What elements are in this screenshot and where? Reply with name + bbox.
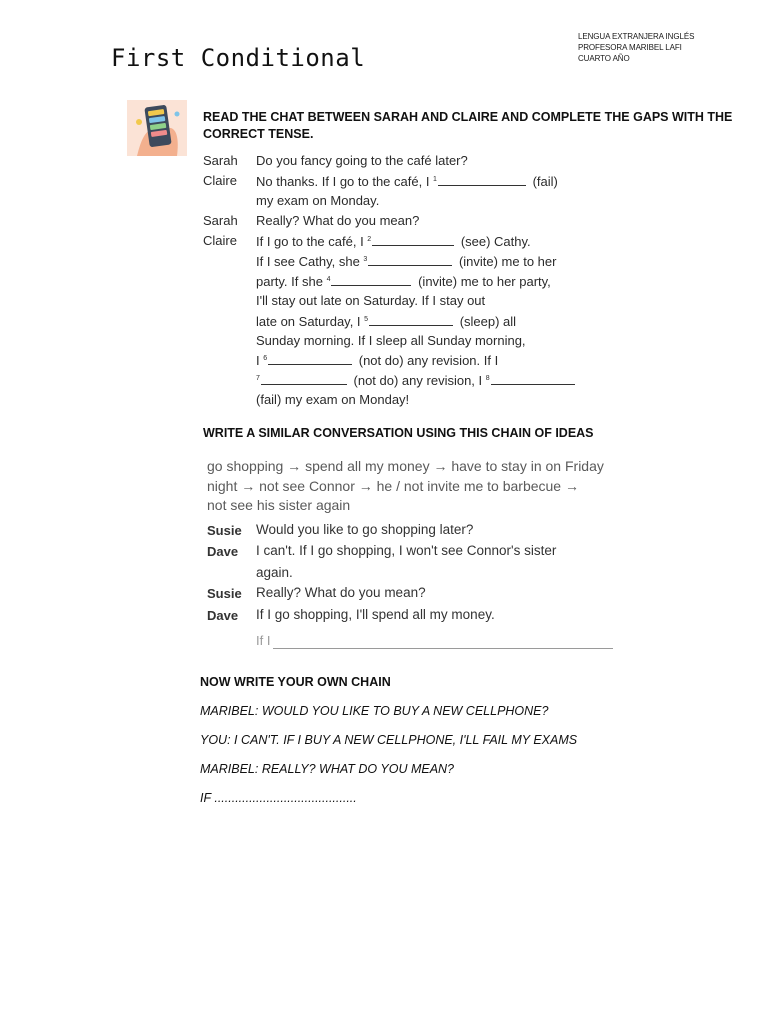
own-chain-line: YOU: I CAN'T. IF I BUY A NEW CELLPHONE, I'LL FAIL MY EXAMS <box>200 733 578 747</box>
chat-text: No thanks. If I go to the café, I <box>256 174 434 189</box>
chat-text: late on Saturday, I <box>256 314 365 329</box>
page-title: First Conditional <box>111 44 366 72</box>
if-prompt: If I <box>256 633 271 648</box>
gap-blank-8[interactable] <box>491 372 575 385</box>
chat-text: If I see Cathy, she <box>256 254 364 269</box>
chat-text: Sunday morning. If I sleep all Sunday morning, <box>256 333 526 348</box>
subject-label: LENGUA EXTRANJERA INGLÉS <box>578 32 695 41</box>
gap-blank-1[interactable] <box>438 173 526 186</box>
speaker-label: Sarah <box>203 153 238 168</box>
section3-heading: NOW WRITE YOUR OWN CHAIN <box>200 675 391 689</box>
chat-text: Really? What do you mean? <box>256 213 420 228</box>
gap-number: 1 <box>433 176 437 183</box>
gap-number: 2 <box>367 236 372 243</box>
chat-line <box>256 392 409 407</box>
gap-blank-2[interactable] <box>372 233 454 246</box>
course-label: CUARTO AÑO <box>578 54 630 63</box>
chat-line <box>256 273 551 289</box>
teacher-label: PROFESORA MARIBEL LAFI <box>578 43 682 52</box>
speaker-label: Sarah <box>203 213 238 228</box>
chat-text: (fail) my exam on Monday! <box>256 392 410 407</box>
own-chain-answer[interactable]: IF ......................................... <box>200 791 357 805</box>
chain-line: not see his sister again <box>207 497 351 513</box>
chat-text: (not do) any revision. If I <box>355 353 499 368</box>
phone-chat-icon <box>127 100 187 156</box>
chat-text: Do you fancy going to the café later? <box>256 153 468 168</box>
chat-text: (invite) me to her <box>455 254 557 269</box>
own-chain-line: MARIBEL: REALLY? WHAT DO YOU MEAN? <box>200 762 455 776</box>
chat-text: If I go to the café, I <box>256 234 368 249</box>
chat-line <box>256 372 578 388</box>
speaker-label: Claire <box>203 233 237 248</box>
chat-line <box>256 213 419 228</box>
gap-number: 3 <box>363 256 368 263</box>
chat-line <box>256 352 498 368</box>
gap-number: 6 <box>263 355 268 362</box>
gap-number: 7 <box>256 375 260 382</box>
gap-blank-6[interactable] <box>268 352 352 365</box>
chain-line: go shopping → spend all my money → have to stay in on Friday <box>207 458 604 474</box>
section1-heading-line1: READ THE CHAT BETWEEN SARAH AND CLAIRE AND COMPLETE THE GAPS WITH THE <box>203 110 733 124</box>
gap-number: 4 <box>326 276 331 283</box>
gap-blank-3[interactable] <box>368 253 452 266</box>
speaker-label: Dave <box>207 608 239 623</box>
gap-blank-4[interactable] <box>331 273 411 286</box>
gap-blank-5[interactable] <box>369 313 453 326</box>
chat-text: (see) Cathy. <box>457 234 531 249</box>
section1-heading <box>203 110 732 141</box>
chat-text: (sleep) all <box>456 314 517 329</box>
chat-line <box>256 253 556 269</box>
conversation-line: Would you like to go shopping later? <box>256 522 474 537</box>
chain-line: night → not see Connor → he / not invite me to barbecue → <box>207 478 579 494</box>
chat-line <box>256 153 468 168</box>
chat-line <box>256 173 558 189</box>
chat-line <box>256 333 526 348</box>
chat-line <box>256 293 485 308</box>
gap-number: 8 <box>485 375 490 382</box>
chat-line <box>256 193 379 208</box>
chat-text: (not do) any revision, I <box>349 373 486 388</box>
speaker-label: Susie <box>207 523 242 538</box>
own-chain-line: MARIBEL: WOULD YOU LIKE TO BUY A NEW CELLPHONE? <box>200 704 549 718</box>
speaker-label: Susie <box>207 586 242 601</box>
chat-line <box>256 233 531 249</box>
conversation-line: again. <box>256 565 293 580</box>
gap-number: 5 <box>364 316 369 323</box>
section1-heading-line2: CORRECT TENSE. <box>203 127 314 141</box>
speaker-label: Dave <box>207 544 239 559</box>
chat-text: I'll stay out late on Saturday. If I stay out <box>256 293 486 308</box>
chat-text: my exam on Monday. <box>256 193 380 208</box>
chat-text: party. If she <box>256 274 327 289</box>
speaker-label: Claire <box>203 173 237 188</box>
conversation-line: Really? What do you mean? <box>256 585 426 600</box>
conversation-line: If I go shopping, I'll spend all my money. <box>256 607 495 622</box>
chat-text: (invite) me to her party, <box>414 274 551 289</box>
section2-heading: WRITE A SIMILAR CONVERSATION USING THIS CHAIN OF IDEAS <box>203 426 594 440</box>
chat-line <box>256 313 516 329</box>
header-info <box>578 31 694 64</box>
answer-line[interactable] <box>273 648 613 649</box>
conversation-line: I can't. If I go shopping, I won't see Connor's sister <box>256 543 557 558</box>
gap-blank-7[interactable] <box>261 372 347 385</box>
chat-text: I <box>256 353 264 368</box>
chat-text: (fail) <box>528 174 558 189</box>
